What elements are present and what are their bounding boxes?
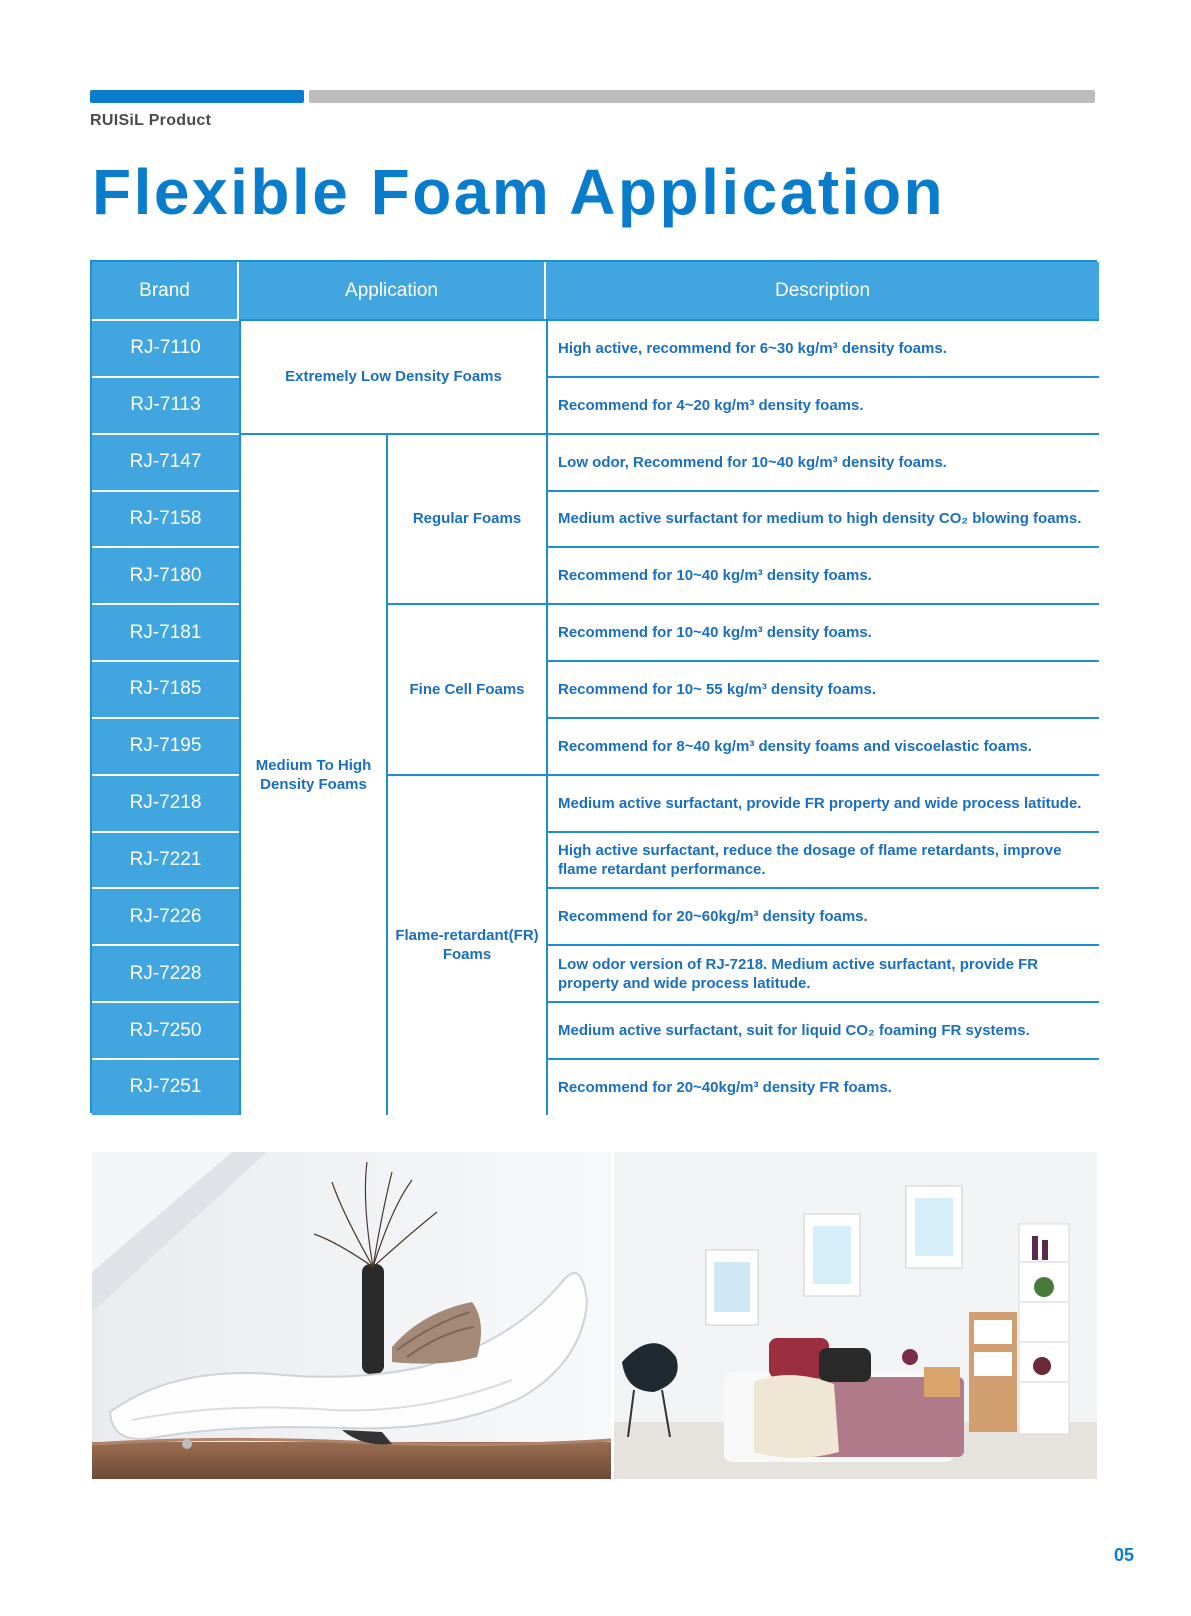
brand-cell: RJ-7250 — [92, 1001, 239, 1058]
application-fine-cell-foams: Fine Cell Foams — [386, 603, 546, 774]
description-cell: Recommend for 10~40 kg/m³ density foams. — [546, 603, 1099, 660]
description-cell: Recommend for 20~40kg/m³ density FR foams. — [546, 1058, 1099, 1115]
brand-cell: RJ-7195 — [92, 717, 239, 774]
header-description: Description — [546, 262, 1099, 319]
brand-label: RUISiL Product — [90, 112, 212, 129]
application-regular-foams: Regular Foams — [386, 433, 546, 604]
brand-cell: RJ-7180 — [92, 546, 239, 603]
description-cell: Recommend for 10~40 kg/m³ density foams. — [546, 546, 1099, 603]
header-accent-bar-blue — [90, 90, 304, 103]
product-table — [90, 260, 1097, 1113]
brand-cell: RJ-7251 — [92, 1058, 239, 1115]
application-flame-retardant-foams: Flame-retardant(FR) Foams — [386, 774, 546, 1115]
brand-cell: RJ-7110 — [92, 319, 239, 376]
application-medium-high-density: Medium To High Density Foams — [239, 433, 386, 1115]
brand-cell: RJ-7181 — [92, 603, 239, 660]
description-cell: Low odor version of RJ-7218. Medium active surfactant, provide FR property and wide process latitude. — [546, 944, 1099, 1001]
brand-cell: RJ-7158 — [92, 490, 239, 547]
description-cell: High active surfactant, reduce the dosage of flame retardants, improve flame retardant performance. — [546, 831, 1099, 888]
description-cell: Recommend for 4~20 kg/m³ density foams. — [546, 376, 1099, 433]
header-application: Application — [239, 262, 546, 319]
header-brand: Brand — [92, 262, 239, 319]
brand-cell: RJ-7147 — [92, 433, 239, 490]
brand-cell: RJ-7185 — [92, 660, 239, 717]
brand-cell: RJ-7218 — [92, 774, 239, 831]
description-cell: Medium active surfactant, provide FR property and wide process latitude. — [546, 774, 1099, 831]
photo-bedroom — [614, 1152, 1097, 1479]
brand-cell: RJ-7226 — [92, 887, 239, 944]
photo-chaise-lounge — [92, 1152, 611, 1479]
description-cell: Medium active surfactant, suit for liquid CO₂ foaming FR systems. — [546, 1001, 1099, 1058]
brand-cell: RJ-7228 — [92, 944, 239, 1001]
page-title: Flexible Foam Application — [92, 156, 946, 228]
description-cell: Recommend for 20~60kg/m³ density foams. — [546, 887, 1099, 944]
application-extremely-low-density: Extremely Low Density Foams — [239, 319, 546, 433]
description-cell: Medium active surfactant for medium to high density CO₂ blowing foams. — [546, 490, 1099, 547]
page-number: 05 — [1114, 1545, 1135, 1565]
brand-cell: RJ-7221 — [92, 831, 239, 888]
description-cell: Recommend for 10~ 55 kg/m³ density foams. — [546, 660, 1099, 717]
header-accent-bar-gray — [309, 90, 1095, 103]
description-cell: Recommend for 8~40 kg/m³ density foams and viscoelastic foams. — [546, 717, 1099, 774]
description-cell: Low odor, Recommend for 10~40 kg/m³ density foams. — [546, 433, 1099, 490]
description-cell: High active, recommend for 6~30 kg/m³ density foams. — [546, 319, 1099, 376]
brand-cell: RJ-7113 — [92, 376, 239, 433]
